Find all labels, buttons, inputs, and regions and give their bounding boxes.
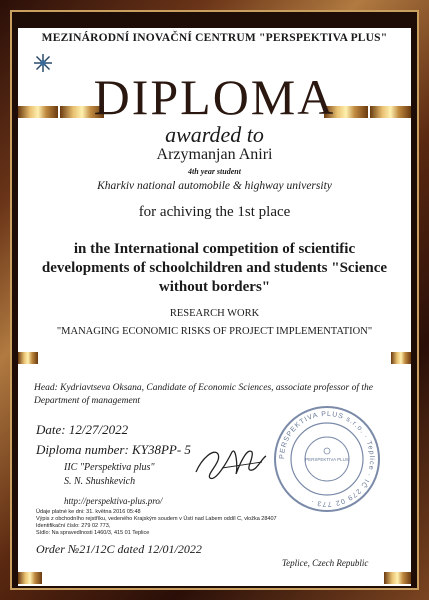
registry-line: Identifikační číslo: 279 02 773, [36,523,111,529]
registry-line: Sídlo: Na spravedlnosti 1460/3, 415 01 Teplice [36,530,150,536]
diploma-number: Diploma number: KY38PP- 5 [36,442,191,457]
stamp-center-text: PERSPEKTIVA PLUS [305,457,349,462]
snowflake-logo-icon [32,52,54,74]
supervisor: Head: Kydriavtseva Oksana, Candidate of Economic Sciences, associate professor of the Department of management [34,383,373,406]
research-label: RESEARCH WORK [169,308,260,319]
signature-icon [192,438,270,484]
registry-line: Údaje platné ke dni: 31. května 2016 05:48 [36,509,141,515]
research-topic: "MANAGING ECONOMIC RISKS OF PROJECT IMPLEMENTATION" [56,326,373,337]
website-url: http://perspektiva-plus.pro/ [64,496,163,506]
stamp-outer-text: PERSPEKTIVA PLUS s.r.o. · Teplice · IČ 279 02 773 · [278,410,376,508]
organization-name: IIC "Perspektiva plus" [64,462,155,473]
issuer-header: MEZINÁRODNÍ INOVAČNÍ CENTRUM "PERSPEKTIVA PLUS" [41,32,388,44]
awarded-to: awarded to [165,122,264,147]
gold-bar-bottom-left [18,572,42,584]
university: Kharkiv national automobile & highway university [97,180,332,192]
gold-bar-mid-left [18,352,38,364]
gold-bar-mid-right [391,352,411,364]
competition-name: in the International competition of scientific developments of schoolchildren and students "Science without borders" [41,241,388,295]
diploma-title: DIPLOMA [93,69,336,125]
registry-line: Výpis z obchodního rejstříku, vedeného Krajským soudem v Ústí nad Labem oddíl C, vložka 28407 [36,516,277,522]
diploma-date: Date: 12/27/2022 [36,422,129,437]
student-year: 4th year student [188,167,241,176]
signer-name: S. N. Shushkevich [64,476,136,487]
gold-bar-bottom-right [384,572,411,584]
achievement-place: for achiving the 1st place [138,204,291,220]
order-number: Order №21/12C dated 12/01/2022 [36,542,202,556]
official-stamp [272,404,382,514]
issue-place: Teplice, Czech Republic [282,558,369,568]
recipient-name: Arzymanjan Aniri [156,146,273,163]
